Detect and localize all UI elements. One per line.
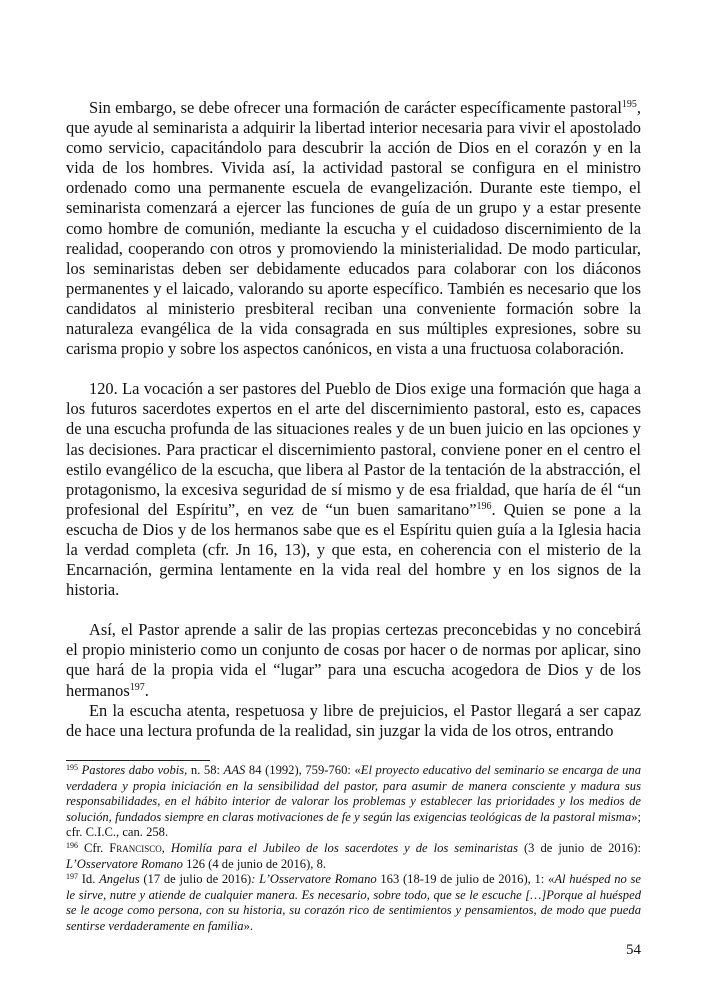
footnotes bbox=[66, 763, 641, 935]
footnote-195 bbox=[66, 763, 641, 841]
footnote-text: Pastores dabo vobis, bbox=[81, 763, 188, 777]
footnote-text: El proyecto educativo del seminario se encarga de una verdadera y propia iniciación en la sensibilidad del pastor, para asumir de manera consciente y madura sus responsabilidades, en el hábito interior de valorar los problemas y establecer las prioridades y los medios de solución, fundados siempre en claras motivaciones de fe y según las exigencias teológicas de la pastoral misma bbox=[66, 763, 642, 824]
footnote-text: 126 (4 de junio de 2016), 8. bbox=[182, 856, 327, 871]
footnote-divider bbox=[66, 760, 210, 761]
page-number: 54 bbox=[626, 942, 641, 958]
footnote-197 bbox=[66, 872, 641, 934]
footnote-text: Homilía para el Jubileo de los sacerdotes y de los seminaristas bbox=[170, 840, 518, 855]
footnote-number: 197 bbox=[66, 872, 78, 882]
footnote-text: 163 (18-19 de julio de 2016), 1: « bbox=[376, 872, 555, 887]
footnote-text: ». bbox=[243, 918, 254, 933]
footnote-text: (17 de julio de 2016) bbox=[139, 872, 252, 887]
paragraph-text: Sin embargo, se debe ofrecer una formación de carácter específicamente pastoral bbox=[89, 98, 622, 117]
footnote-text: , bbox=[161, 840, 171, 855]
footnote-text: 84 (1992), 759-760: « bbox=[245, 763, 361, 777]
paragraph-text: . Quien se pone a la escucha de Dios y de los hermanos sabe que es el Espíritu quien guía a la Iglesia hacia la verdad completa (cfr. Jn 16, 13), y que esta, en coherencia con el misterio de la Encarnación, germina lentamente en la vida real del hombre y en los signos de la historia. bbox=[66, 499, 641, 600]
paragraph-attentive-listening bbox=[66, 701, 641, 741]
paragraph-120 bbox=[66, 379, 641, 600]
page-body bbox=[66, 98, 641, 741]
footnote-text: L’Osservatore Romano bbox=[66, 856, 183, 871]
footnote-text: »; cfr. C.I.C., can. 258. bbox=[66, 809, 641, 840]
footnote-text: Id. bbox=[78, 872, 100, 887]
footnote-text: (3 de junio de 2016): bbox=[517, 840, 641, 855]
paragraph-text: Así, el Pastor aprende a salir de las propias certezas preconcebidas y no concebirá el propio ministerio como un conjunto de cosas por hacer o de normas por aplicar, sino que hará de la propia vida el “lugar” para una escucha acogedora de Dios y de los hermanos bbox=[66, 620, 641, 700]
footnote-ref-197[interactable]: 197 bbox=[129, 681, 145, 693]
footnote-text: : L’Osservatore Romano bbox=[251, 872, 377, 887]
footnote-text: AAS bbox=[223, 763, 246, 777]
paragraph-text: En la escucha atenta, respetuosa y libre de prejuicios, el Pastor llegará a ser capaz de hace una lectura profunda de la realidad, sin juzgar la vida de los otros, entrando bbox=[66, 700, 641, 740]
paragraph-pastor-learns bbox=[66, 620, 641, 700]
footnote-text: Al huésped no se le sirve, nutre y atiende de cualquier manera. Es necesario, sobre todo, que se le escuche […]Porque al huésped se le acoge como persona, con su historia, su corazón rico de sentimientos y pensamientos, de modo que pueda sentirse verdaderamente en familia bbox=[66, 872, 642, 933]
footnote-196 bbox=[66, 841, 641, 872]
paragraph-text: , que ayude al seminarista a adquirir la libertad interior necesaria para vivir el apostolado como servicio, capacitándolo para descubrir la acción de Dios en el corazón y en la vida de los hombres. Vivida así, la actividad pastoral se configura en el ministro ordenado como una permanente escuela de evangelización. Durante este tiempo, el seminarista comenzará a ejercer las funciones de guía de un grupo y a estar presente como hombre de comunión, mediante la escucha y el cuidadoso discernimiento de la realidad, cooperando con otros y promoviendo la ministerialidad. De modo particular, los seminaristas deben ser debidamente educados para colaborar con los diáconos permanentes y el laicado, valorando su aporte específico. También es necesario que los candidatos al ministerio presbiteral reciban una conveniente formación sobre la naturaleza evangélica de la vida consagrada en sus múltiples expresiones, sobre su carisma propio y sobre los aspectos canónicos, en vista a una fructuosa colaboración. bbox=[66, 98, 641, 359]
paragraph-pastoral-formation bbox=[66, 98, 641, 359]
footnote-ref-195[interactable]: 195 bbox=[621, 99, 637, 110]
footnote-text: Angelus bbox=[99, 872, 140, 887]
paragraph-text: . bbox=[144, 680, 149, 700]
footnote-text: n. 58: bbox=[187, 763, 224, 777]
footnote-number: 195 bbox=[66, 763, 78, 772]
footnote-ref-196[interactable]: 196 bbox=[476, 500, 492, 512]
footnote-number: 196 bbox=[66, 840, 78, 850]
footnote-text: Cfr. bbox=[78, 840, 110, 855]
paragraph-text: 120. La vocación a ser pastores del Pueblo de Dios exige una formación que haga a los futuros sacerdotes expertos en el arte del discernimiento pastoral, esto es, capaces de una escucha profunda de las situaciones reales y de un buen juicio en las opciones y las decisiones. Para practicar el discernimiento pastoral, conviene poner en el centro el estilo evangélico de la escucha, que libera al Pastor de la tentación de la abstracción, el protagonismo, la excesiva seguridad de sí mismo y de esa frialdad, que haría de él “un profesional del Espíritu”, en vez de “un buen samaritano” bbox=[66, 379, 641, 519]
footnote-text: Francisco bbox=[109, 840, 162, 855]
